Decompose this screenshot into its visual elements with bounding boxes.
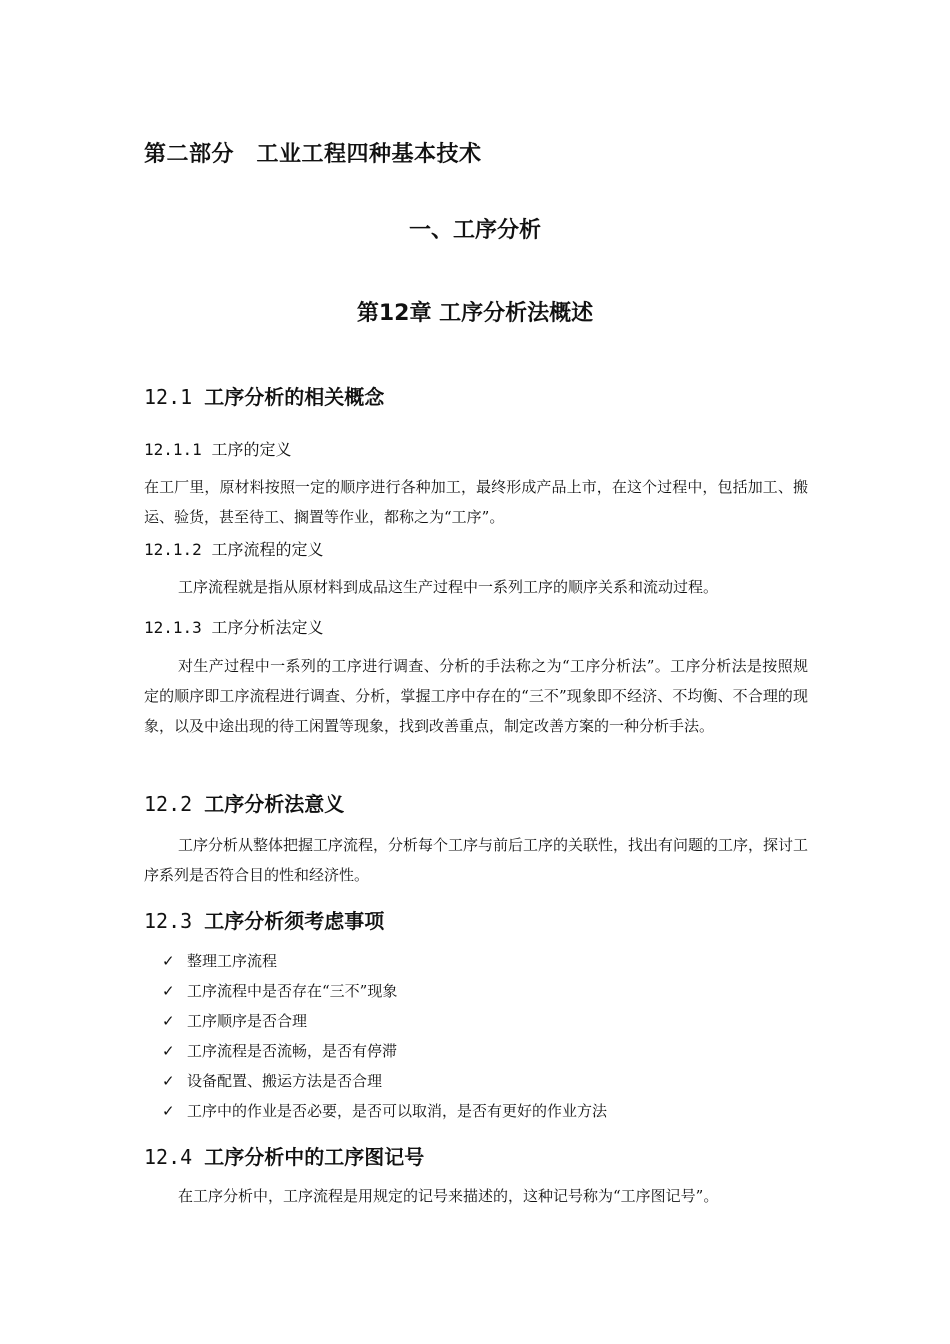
checklist-item-text: 设备配置、搬运方法是否合理 bbox=[187, 1072, 383, 1090]
paragraph-12-4: 在工序分析中，工序流程是用规定的记号来描述的，这种记号称为“工序图记号”。 bbox=[178, 1187, 719, 1205]
heading-12-1-2-number: 12.1.2 bbox=[144, 540, 202, 559]
heading-12-1-3 bbox=[144, 615, 323, 638]
check-mark-icon: ✓ bbox=[162, 1102, 175, 1120]
heading-12-2-number: 12.2 bbox=[144, 792, 193, 816]
paragraph-12-1-3: 对生产过程中一系列的工序进行调查、分析的手法称之为“工序分析法”。工序分析法是按照规定的顺序即工序流程进行调查、分析，掌握工序中存在的“三不”现象即不经济、不均衡、不合理的现象，以及中途出现的待工闲置等现象，找到改善重点，制定改善方案的一种分析手法。 bbox=[144, 657, 808, 735]
heading-12-3-number: 12.3 bbox=[144, 909, 193, 933]
heading-12-4-number: 12.4 bbox=[144, 1145, 193, 1169]
section-title: 一、工序分析 bbox=[408, 218, 541, 243]
paragraph-12-1-1: 在工厂里，原材料按照一定的顺序进行各种加工，最终形成产品上市，在这个过程中，包括加工、搬运、验货，甚至待工、搁置等作业，都称之为“工序”。 bbox=[144, 478, 808, 526]
heading-12-1-1-number: 12.1.1 bbox=[144, 440, 202, 459]
heading-12-1-3-number: 12.1.3 bbox=[144, 618, 202, 637]
check-mark-icon: ✓ bbox=[162, 982, 175, 1000]
checklist-item bbox=[162, 1036, 607, 1066]
paragraph-12-2: 工序分析从整体把握工序流程，分析每个工序与前后工序的关联性，找出有问题的工序，探讨工序系列是否符合目的性和经济性。 bbox=[144, 836, 809, 884]
heading-12-1-1 bbox=[144, 437, 291, 460]
paragraph-12-1-2: 工序流程就是指从原材料到成品这生产过程中一系列工序的顺序关系和流动过程。 bbox=[178, 578, 719, 596]
heading-12-1-1-title: 工序的定义 bbox=[211, 440, 292, 459]
heading-12-1 bbox=[144, 381, 384, 410]
check-mark-icon: ✓ bbox=[162, 952, 175, 970]
heading-12-1-3-title: 工序分析法定义 bbox=[211, 618, 324, 637]
checklist-item-text: 整理工序流程 bbox=[187, 952, 278, 970]
chapter-title: 第12章 工序分析法概述 bbox=[356, 301, 594, 326]
checklist-item-text: 工序流程中是否存在“三不”现象 bbox=[187, 982, 398, 1000]
checklist-item bbox=[162, 976, 607, 1006]
checklist-item bbox=[162, 1006, 607, 1036]
checklist-item-text: 工序顺序是否合理 bbox=[187, 1012, 308, 1030]
heading-12-2 bbox=[144, 788, 344, 817]
checklist-item bbox=[162, 1096, 607, 1126]
check-mark-icon: ✓ bbox=[162, 1042, 175, 1060]
heading-12-4 bbox=[144, 1141, 424, 1170]
heading-12-2-title: 工序分析法意义 bbox=[204, 792, 345, 816]
heading-12-3 bbox=[144, 905, 384, 934]
heading-12-1-number: 12.1 bbox=[144, 385, 193, 409]
check-mark-icon: ✓ bbox=[162, 1072, 175, 1090]
checklist-item bbox=[162, 946, 607, 976]
heading-12-3-title: 工序分析须考虑事项 bbox=[204, 909, 385, 933]
part-title: 第二部分 工业工程四种基本技术 bbox=[144, 142, 482, 167]
checklist-item bbox=[162, 1066, 607, 1096]
heading-12-1-2 bbox=[144, 537, 323, 560]
heading-12-1-title: 工序分析的相关概念 bbox=[204, 385, 385, 409]
heading-12-1-2-title: 工序流程的定义 bbox=[211, 540, 324, 559]
checklist-item-text: 工序中的作业是否必要，是否可以取消，是否有更好的作业方法 bbox=[187, 1102, 608, 1120]
check-mark-icon: ✓ bbox=[162, 1012, 175, 1030]
consideration-checklist bbox=[162, 946, 607, 1126]
checklist-item-text: 工序流程是否流畅，是否有停滞 bbox=[187, 1042, 398, 1060]
heading-12-4-title: 工序分析中的工序图记号 bbox=[204, 1145, 425, 1169]
